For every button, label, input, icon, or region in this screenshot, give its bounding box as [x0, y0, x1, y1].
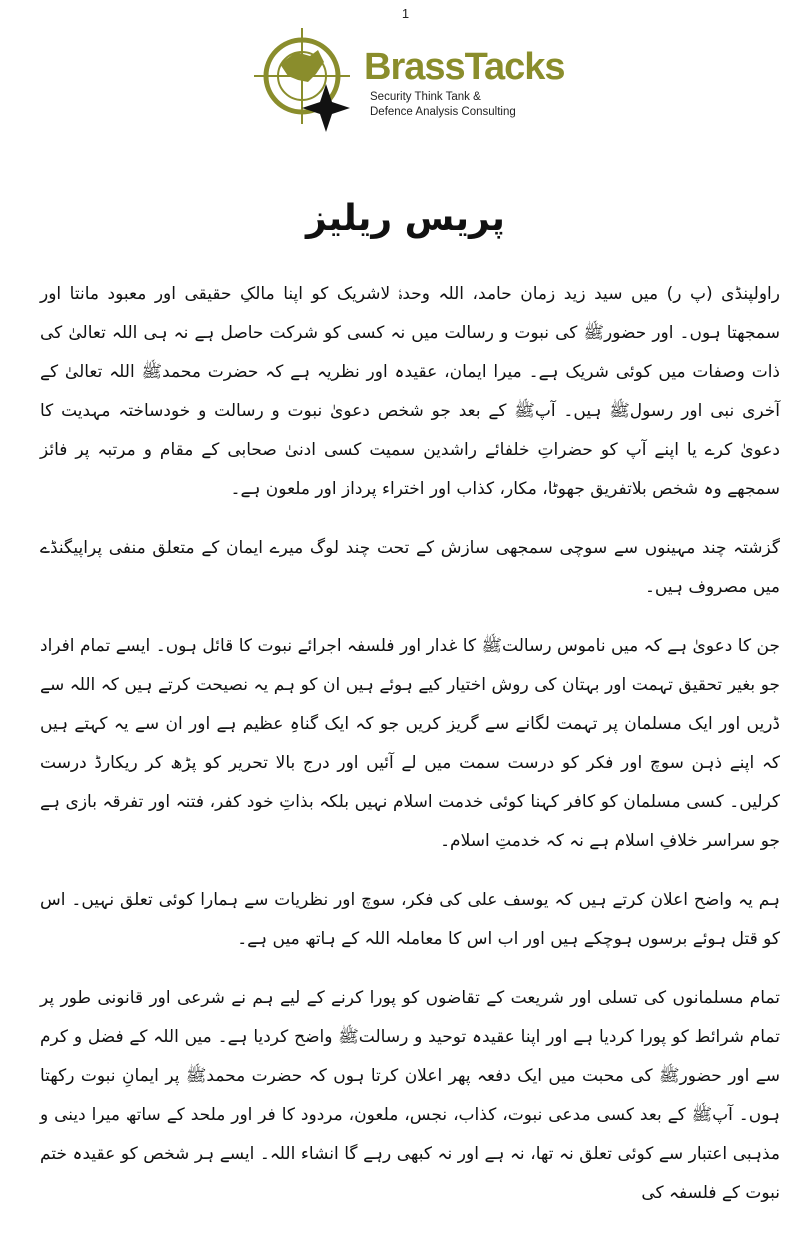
crosshair-star-icon [252, 26, 372, 136]
paragraph-creed: راولپنڈی (پ ر) میں سید زید زمان حامد، اللہ وحدہٗ لاشریک کو اپنا مالکِ حقیقی اور معبود مانتا اور سمجھتا ہوں۔ اور حضورﷺ کی نبوت و رسالت میں نہ کسی کو شرکت حاصل ہے نہ ہی اللہ تعالیٰ کی ذات وصفات میں کوئی شریک ہے۔ میرا ایمان، عقیدہ اور نظریہ ہے کہ حضرت محمدﷺ اللہ تعالیٰ کے آخری نبی اور رسولﷺ ہیں۔ آپﷺ کے بعد جو شخص دعویٰ نبوت و رسالت و خودساختہ مہدیت کا دعویٰ کرے یا اپنے آپ کو حضراتِ خلفائے راشدین سمیت کسی ادنیٰ صحابی کے مقام و مرتبہ پر فائز سمجھے وہ شخص بلاتفریق جھوٹا، مکار، کذاب اور اختراء پرداز اور ملعون ہے۔ [40, 284, 780, 499]
document-body [40, 275, 780, 1233]
paragraph-yusuf-ali: ہم یہ واضح اعلان کرتے ہیں کہ یوسف علی کی فکر، سوچ اور نظریات سے ہمارا کوئی تعلق نہیں۔ اس کو قتل ہوئے برسوں ہوچکے ہیں اور اب اس کا معاملہ اللہ کے ہاتھ میں ہے۔ [40, 890, 780, 949]
paragraph-accusations: جن کا دعویٰ ہے کہ میں ناموس رسالتﷺ کا غدار اور فلسفہ اجرائے نبوت کا قائل ہوں۔ ایسے تمام افراد جو بغیر تحقیق تہمت اور بہتان کی روش اختیار کیے ہوئے ہیں ان کو ہم یہ نصیحت کرتے ہیں کہ اللہ سے ڈریں اور ایک مسلمان پر تہمت لگانے سے گریز کریں جو کہ ایک گناہِ عظیم ہے اور ان سے یہ کہتے ہیں کہ اپنے ذہن سوچ اور فکر کو درست سمت میں لے آئیں اور درج بالا تحریر کو پڑھ کر ریکارڈ درست کرلیں۔ کسی مسلمان کو کافر کہنا کوئی خدمت اسلام نہیں بلکہ بذاتِ خود کفر، فتنہ اور تفرقہ بازی ہے جو سراسر خلافِ اسلام ہے نہ کہ خدمتِ اسلام۔ [40, 636, 780, 851]
paragraph-conspiracy: گزشتہ چند مہینوں سے سوچی سمجھی سازش کے تحت چند لوگ میرے ایمان کے متعلق منفی پراپیگنڈے میں مصروف ہیں۔ [40, 538, 780, 597]
brand-tagline-line1: Security Think Tank & [370, 91, 481, 103]
brand-name: BrassTacks [364, 46, 565, 88]
paragraph-declaration: تمام مسلمانوں کی تسلی اور شریعت کے تقاضوں کو پورا کرنے کے لیے ہم نے شرعی اور قانونی طور پر تمام شرائط کو پورا کردیا ہے اور اپنا عقیدہ توحید و رسالتﷺ واضح کردیا ہے۔ میں اللہ کے فضل و کرم سے اور حضورﷺ کی محبت میں ایک دفعہ پھر اعلان کرتا ہوں کہ حضرت محمدﷺ پر ایمانِ نبوت رکھتا ہوں۔ آپﷺ کے بعد کسی مدعی نبوت، کذاب، نجس، ملعون، مردود کا فر اور ملحد کے ساتھ میرا دینی و مذہبی اعتبار سے کوئی تعلق نہ تھا، نہ ہے اور نہ کبھی رہے گا انشاء اللہ۔ ایسے ہر شخص کو عقیدہ ختم نبوت کے فلسفہ کی [40, 988, 780, 1203]
page-number: 1 [401, 6, 410, 21]
brand-tagline-line2: Defence Analysis Consulting [370, 106, 516, 118]
brasstacks-logo [252, 26, 582, 136]
document-title: پریس ریلیز [306, 198, 505, 239]
